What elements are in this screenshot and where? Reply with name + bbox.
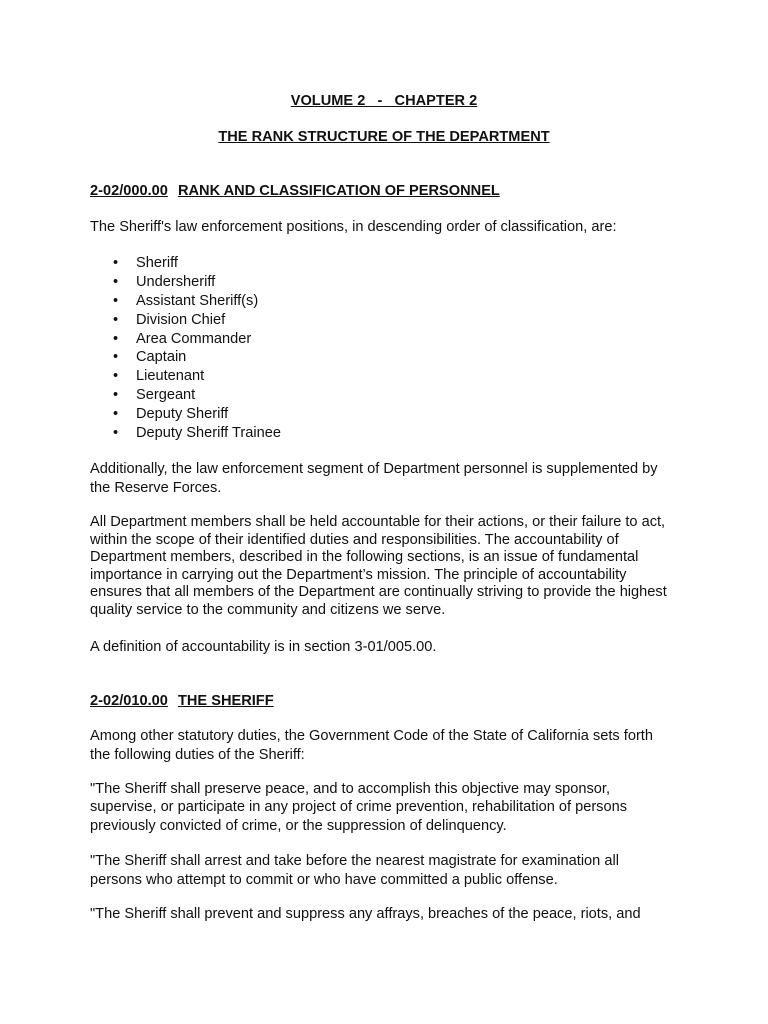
accountability-definition: A definition of accountability is in section 3-01/005.00. xyxy=(90,639,437,655)
paragraph-line: supervise, or participate in any project of crime prevention, rehabilitation of persons xyxy=(90,799,628,816)
paragraph-line: Among other statutory duties, the Government Code of the State of California sets forth xyxy=(90,728,653,744)
rank-list xyxy=(90,254,678,443)
rank-list-item xyxy=(90,424,678,443)
rank-list-item xyxy=(90,292,678,311)
volume-label: VOLUME 2 xyxy=(290,93,366,109)
rank-list-item xyxy=(90,405,678,424)
paragraph-line: previously convicted of crime, or the suppression of delinquency. xyxy=(90,817,507,834)
rank-label: Area Commander xyxy=(136,330,252,347)
reserve-forces-paragraph xyxy=(90,460,678,497)
section-number: 2-02/010.00 xyxy=(90,693,168,709)
section-heading-rank-classification xyxy=(90,182,678,201)
rank-list-item xyxy=(90,367,678,386)
paragraph-line: "The Sheriff shall prevent and suppress any affrays, breaches of the peace, riots, and xyxy=(90,906,641,922)
section-number: 2-02/000.00 xyxy=(90,183,168,199)
paragraph-line: within the scope of their identified duties and responsibilities. The accountability of xyxy=(90,531,619,548)
accountability-paragraph xyxy=(90,514,678,620)
bullet-icon: • xyxy=(113,311,119,328)
rank-label: Captain xyxy=(136,349,187,366)
bullet-icon: • xyxy=(113,425,119,442)
paragraph-line: persons who attempt to commit or who have committed a public offense. xyxy=(90,871,558,888)
bullet-icon: • xyxy=(113,273,119,290)
quote-prevent-affrays xyxy=(90,905,678,924)
rank-label: Assistant Sheriff(s) xyxy=(136,292,259,309)
title-separator: - xyxy=(377,93,383,109)
rank-label: Deputy Sheriff Trainee xyxy=(136,425,281,442)
rank-list-item xyxy=(90,330,678,349)
bullet-icon: • xyxy=(113,330,119,347)
chapter-label: CHAPTER 2 xyxy=(394,93,478,109)
rank-list-item xyxy=(90,273,678,292)
sheriff-intro-paragraph xyxy=(90,727,678,764)
bullet-icon: • xyxy=(113,406,119,423)
rank-label: Undersheriff xyxy=(136,273,216,290)
paragraph-line: "The Sheriff shall arrest and take before the nearest magistrate for examination all xyxy=(90,853,619,869)
paragraph-line: the following duties of the Sheriff: xyxy=(90,746,305,763)
section-heading-sheriff xyxy=(90,692,678,711)
rank-list-item xyxy=(90,386,678,405)
bullet-icon: • xyxy=(113,368,119,385)
paragraph-line: All Department members shall be held accountable for their actions, or their failure to act, xyxy=(90,514,666,530)
rank-label: Sheriff xyxy=(136,255,178,271)
paragraph-line: Additionally, the law enforcement segment of Department personnel is supplemented by xyxy=(90,461,658,477)
quote-preserve-peace xyxy=(90,780,678,835)
paragraph-line: the Reserve Forces. xyxy=(90,479,222,496)
paragraph-line: Department members, described in the following sections, is an issue of fundamental xyxy=(90,549,639,566)
rank-list-item xyxy=(90,254,678,273)
quote-arrest xyxy=(90,852,678,889)
section-title: RANK AND CLASSIFICATION OF PERSONNEL xyxy=(177,183,500,199)
chapter-subtitle: THE RANK STRUCTURE OF THE DEPARTMENT xyxy=(218,129,550,145)
rank-list-item xyxy=(90,348,678,367)
rank-list-item xyxy=(90,311,678,330)
paragraph-line: "The Sheriff shall preserve peace, and to accomplish this objective may sponsor, xyxy=(90,781,611,797)
rank-label: Deputy Sheriff xyxy=(136,406,229,423)
paragraph-line: ensures that all members of the Department are continually striving to provide the highest xyxy=(90,584,667,601)
rank-label: Sergeant xyxy=(136,387,196,404)
bullet-icon: • xyxy=(113,255,119,271)
section-title: THE SHERIFF xyxy=(177,693,274,709)
bullet-icon: • xyxy=(113,349,119,366)
rank-intro-text: The Sheriff's law enforcement positions, in descending order of classification, are: xyxy=(90,219,617,235)
bullet-icon: • xyxy=(113,387,119,404)
rank-label: Division Chief xyxy=(136,311,226,328)
paragraph-line: quality service to the community and citizens we serve. xyxy=(90,601,446,618)
volume-chapter-title xyxy=(90,92,678,111)
rank-label: Lieutenant xyxy=(136,368,205,385)
bullet-icon: • xyxy=(113,292,119,309)
paragraph-line: importance in carrying out the Department’s mission. The principle of accountability xyxy=(90,566,627,583)
